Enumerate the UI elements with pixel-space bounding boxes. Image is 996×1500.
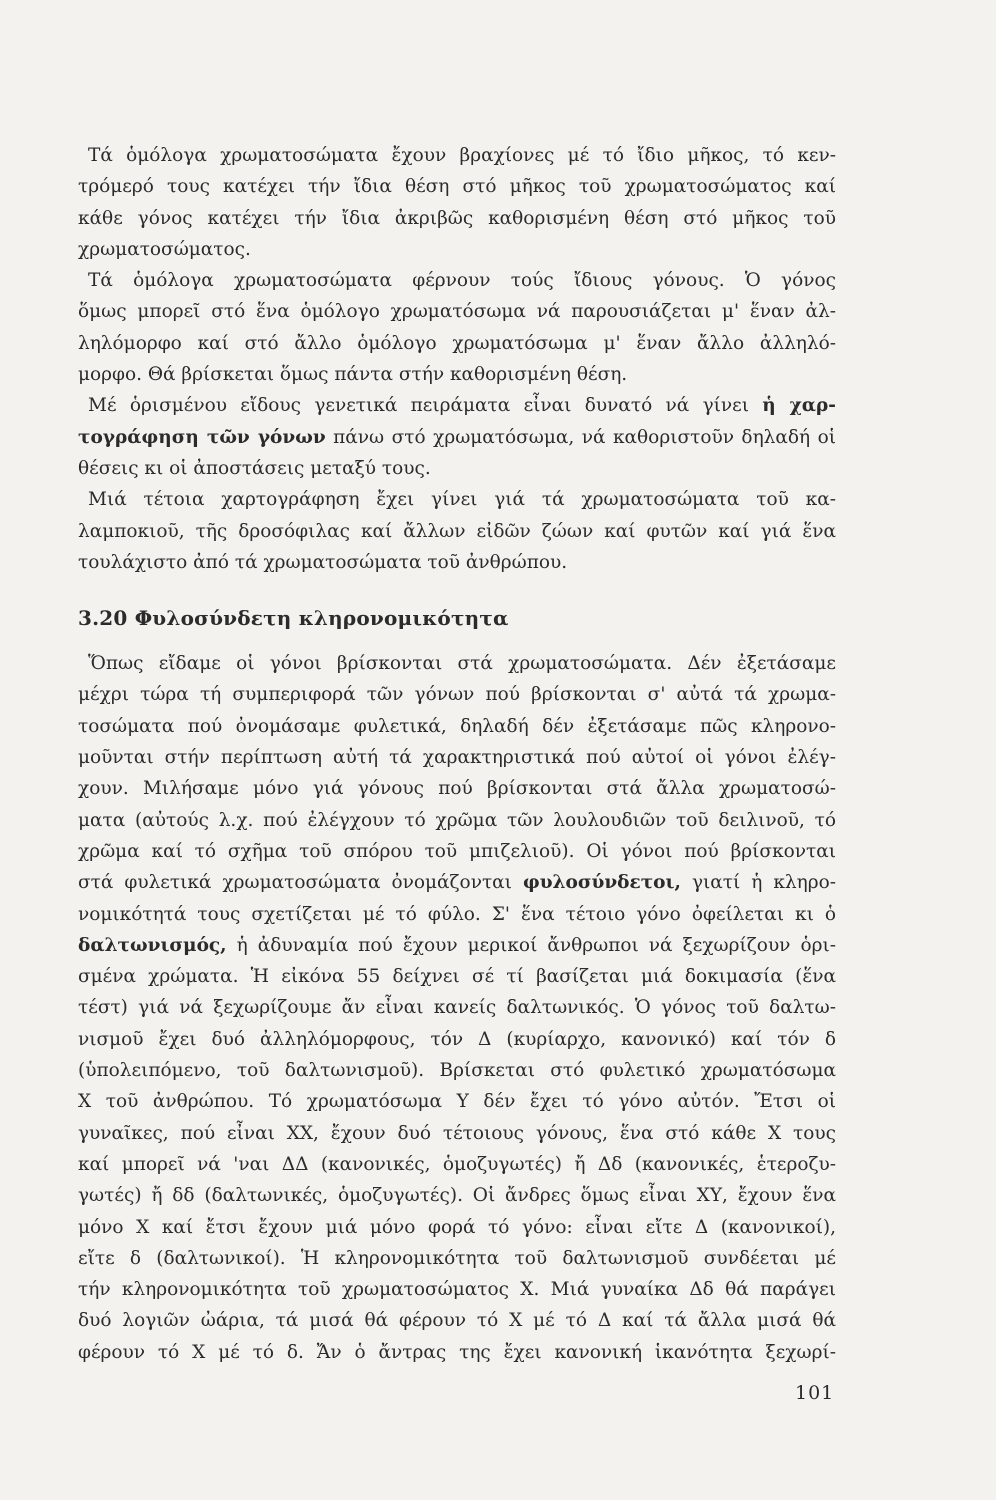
text-line: μορφο. Θά βρίσκεται ὅμως πάντα στήν καθορισμένη θέση. — [78, 364, 628, 386]
text-line: νομικότητά τους σχετίζεται μέ τό φύλο. Σ' ἕνα τέτοιο γόνο ὀφείλεται κι ὁ — [78, 903, 836, 925]
text-line — [78, 867, 836, 898]
text-line: Χ τοῦ ἀνθρώπου. Τό χρωματόσωμα Υ δέν ἔχει τό γόνο αὐτόν. Ἔτσι οἱ — [78, 1091, 836, 1113]
text-line: μοῦνται στήν περίπτωση αὐτή τά χαρακτηριστικά πού αὐτοί οἱ γόνοι ἐλέγ- — [78, 747, 836, 769]
section-number: 3.20 — [78, 606, 128, 631]
bold-term: φυλοσύνδετοι, — [522, 872, 681, 894]
text-line: τέστ) γιά νά ξεχωρίζουμε ἄν εἶναι κανείς δαλτωνικός. Ὁ γόνος τοῦ δαλτω- — [78, 997, 836, 1019]
text-line: ματα (αὐτούς λ.χ. πού ἐλέγχουν τό χρῶμα τῶν λουλουδιῶν τοῦ δειλινοῦ, τό — [78, 809, 836, 831]
text-run: Μέ ὁρισμένου εἴδους γενετικά πειράματα εἶναι δυνατό νά γίνει — [88, 395, 763, 417]
text-line: κάθε γόνος κατέχει τήν ἴδια ἀκριβῶς καθορισμένη θέση στό μῆκος τοῦ — [78, 207, 836, 229]
text-line: καί μπορεῖ νά 'ναι ΔΔ (κανονικές, ὁμοζυγωτές) ἤ Δδ (κανονικές, ἑτεροζυ- — [78, 1153, 836, 1175]
page-body — [78, 140, 836, 1368]
text-line: σμένα χρώματα. Ἡ εἰκόνα 55 δείχνει σέ τί βασίζεται μιά δοκιμασία (ἕνα — [78, 966, 836, 988]
text-line: γωτές) ἤ δδ (δαλτωνικές, ὁμοζυγωτές). Οἱ ἄνδρες ὅμως εἶναι ΧΥ, ἔχουν ἕνα — [78, 1185, 836, 1207]
text-line — [78, 390, 836, 421]
text-line: εἴτε δ (δαλτωνικοί). Ἡ κληρονομικότητα τοῦ δαλτωνισμοῦ συνδέεται μέ — [78, 1247, 836, 1269]
text-line: Ὅπως εἴδαμε οἱ γόνοι βρίσκονται στά χρωματοσώματα. Δέν ἐξετάσαμε — [88, 653, 836, 675]
text-line: χουν. Μιλήσαμε μόνο γιά γόνους πού βρίσκονται στά ἄλλα χρωματοσώ- — [78, 778, 836, 800]
text-run: στά φυλετικά χρωματοσώματα ὀνομάζονται — [78, 872, 523, 894]
section-heading — [78, 602, 836, 634]
bold-term: δαλτωνισμός, — [78, 934, 227, 956]
text-line: τρόμερό τους κατέχει τήν ἴδια θέση στό μῆκος τοῦ χρωματοσώματος καί — [78, 176, 836, 198]
text-line: (ὑπολειπόμενο, τοῦ δαλτωνισμοῦ). Βρίσκεται στό φυλετικό χρωματόσωμα — [78, 1060, 836, 1082]
text-line: Μιά τέτοια χαρτογράφηση ἔχει γίνει γιά τά χρωματοσώματα τοῦ κα- — [88, 489, 836, 511]
paragraph-1 — [78, 140, 836, 265]
bold-term: ἡ χαρ- — [762, 395, 836, 417]
text-line: ὅμως μπορεῖ στό ἕνα ὁμόλογο χρωματόσωμα νά παρουσιάζεται μ' ἕναν ἀλ- — [78, 301, 836, 323]
bold-term: τογράφηση τῶν γόνων — [78, 426, 326, 448]
text-line: Τά ὁμόλογα χρωματοσώματα ἔχουν βραχίονες μέ τό ἴδιο μῆκος, τό κεν- — [88, 145, 836, 166]
text-line: Τά ὁμόλογα χρωματοσώματα φέρνουν τούς ἴδιους γόνους. Ὁ γόνος — [88, 270, 836, 292]
section-title: Φυλοσύνδετη κληρονομικότητα — [134, 606, 509, 631]
text-line: γυναῖκες, πού εἶναι ΧΧ, ἔχουν δυό τέτοιους γόνους, ἕνα στό κάθε Χ τους — [78, 1122, 836, 1144]
text-line: θέσεις κι οἱ ἀποστάσεις μεταξύ τους. — [78, 457, 431, 479]
text-line — [78, 422, 836, 453]
text-line: χρωματοσώματος. — [78, 238, 251, 260]
text-line: φέρουν τό Χ μέ τό δ. Ἄν ὁ ἄντρας της ἔχει κανονική ἱκανότητα ξεχωρί- — [78, 1341, 836, 1363]
page-number: 101 — [795, 1382, 835, 1404]
text-line: νισμοῦ ἔχει δυό ἀλληλόμορφους, τόν Δ (κυρίαρχο, κανονικό) καί τόν δ — [78, 1028, 836, 1050]
paragraph-4 — [78, 484, 836, 578]
text-run: γιατί ἡ κληρο- — [680, 872, 836, 894]
text-line: τοσώματα πού ὀνομάσαμε φυλετικά, δηλαδή δέν ἐξετάσαμε πῶς κληρονο- — [78, 715, 836, 737]
text-line: τουλάχιστο ἀπό τά χρωματοσώματα τοῦ ἀνθρώπου. — [78, 551, 568, 573]
text-line: λαμποκιοῦ, τῆς δροσόφιλας καί ἄλλων εἰδῶν ζώων καί φυτῶν καί γιά ἕνα — [78, 520, 836, 542]
text-line: μέχρι τώρα τή συμπεριφορά τῶν γόνων πού βρίσκονται σ' αὐτά τά χρωμα- — [78, 684, 836, 706]
section-paragraph — [78, 648, 836, 1368]
text-run: ἡ ἀδυναμία πού ἔχουν μερικοί ἄνθρωποι νά ξεχωρίζουν ὁρι- — [226, 934, 836, 956]
text-run: πάνω στό χρωματόσωμα, νά καθοριστοῦν δηλαδή οἱ — [325, 426, 836, 448]
text-line: τήν κληρονομικότητα τοῦ χρωματοσώματος Χ. Μιά γυναίκα Δδ θά παράγει — [78, 1279, 836, 1301]
paragraph-2 — [78, 265, 836, 390]
text-line: ληλόμορφο καί στό ἄλλο ὁμόλογο χρωματόσωμα μ' ἕναν ἄλλο ἀλληλό- — [78, 332, 836, 354]
text-line: χρῶμα καί τό σχῆμα τοῦ σπόρου τοῦ μπιζελιοῦ). Οἱ γόνοι πού βρίσκονται — [78, 840, 836, 862]
paragraph-3 — [78, 390, 836, 484]
text-line: μόνο Χ καί ἔτσι ἔχουν μιά μόνο φορά τό γόνο: εἶναι εἴτε Δ (κανονικοί), — [78, 1216, 836, 1238]
text-line: δυό λογιῶν ὠάρια, τά μισά θά φέρουν τό Χ μέ τό Δ καί τά ἄλλα μισά θά — [78, 1310, 836, 1332]
text-line — [78, 930, 836, 961]
